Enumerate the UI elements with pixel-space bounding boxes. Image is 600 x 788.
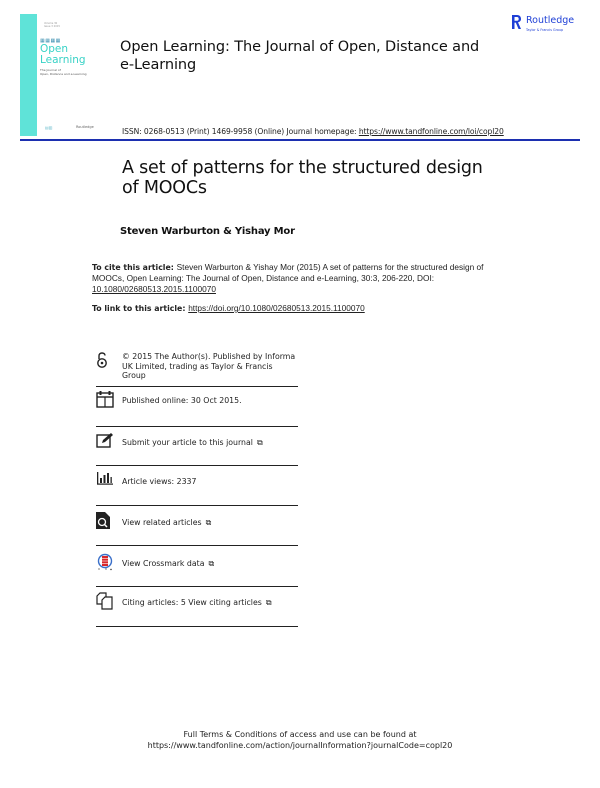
footer-line1: Full Terms & Conditions of access and use can be found at [183, 730, 417, 739]
cover-barcode-icon: ▤▥ [45, 125, 53, 130]
journal-cover-thumbnail [20, 14, 110, 136]
related-articles-search-icon [96, 512, 122, 529]
copyright-text: © 2015 The Author(s). Published by Informa UK Limited, trading as Taylor & Francis Group [122, 352, 296, 380]
link-label: To link to this article: [92, 304, 189, 313]
related-articles-label: View related articles [122, 518, 202, 527]
open-access-lock-icon [96, 352, 122, 368]
article-views: Article views: 2337 [122, 477, 197, 486]
footer-terms-url[interactable]: https://www.tandfonline.com/action/journalInformation?journalCode=copl20 [147, 741, 453, 750]
cover-subtitle [40, 68, 87, 76]
cover-stripe [20, 14, 37, 136]
external-link-icon: ⧉ [205, 518, 212, 527]
published-date: Published online: 30 Oct 2015. [122, 396, 242, 405]
info-row-crossmark[interactable] [96, 546, 298, 587]
cover-meta: Volume 30 Issue 3 2015 [44, 22, 61, 28]
article-info-list [96, 344, 298, 627]
info-row-related[interactable] [96, 506, 298, 546]
cite-label: To cite this article: [92, 263, 177, 272]
citing-articles-icon [96, 592, 122, 610]
publisher-subtitle: Taylor & Francis Group [526, 28, 564, 32]
article-link-line [92, 303, 365, 313]
issn-line [122, 127, 504, 136]
citing-articles-label: Citing articles: 5 View citing articles [122, 598, 262, 607]
article-authors: Steven Warburton & Yishay Mor [120, 226, 295, 237]
submit-article-label: Submit your article to this journal [122, 438, 253, 447]
citation-block [92, 262, 512, 295]
issn-text: ISSN: 0268-0513 (Print) 1469-9958 (Online) Journal homepage: [122, 127, 359, 136]
routledge-logo-icon [510, 14, 522, 30]
journal-title: Open Learning: The Journal of Open, Distance and e-Learning [120, 39, 480, 73]
external-link-icon: ⧉ [265, 598, 272, 607]
external-link-icon: ⧉ [256, 438, 263, 447]
submit-article-link[interactable] [122, 432, 263, 448]
journal-homepage-link[interactable]: https://www.tandfonline.com/loi/copl20 [358, 127, 504, 136]
info-row-copyright [96, 344, 298, 387]
article-doi-url[interactable]: https://doi.org/10.1080/02680513.2015.1100070 [188, 303, 365, 313]
cover-publisher-mark: Routledge [76, 125, 94, 129]
external-link-icon: ⧉ [208, 559, 215, 568]
header-divider [20, 139, 580, 141]
cite-text: Steven Warburton & Yishay Mor (2015) A set of patterns for the structured design of MOOCs, Open Learning: The Journal of Open, Distance and e-Learning, 30:3, 206-220, DOI: [92, 262, 484, 283]
cover-logos-icon: ▦▦▦▦ [40, 38, 61, 44]
info-row-submit[interactable] [96, 427, 298, 466]
cover-subtitle-line1: The Journal of [40, 68, 61, 72]
bar-chart-icon [96, 471, 122, 485]
view-crossmark-link[interactable] [122, 553, 214, 569]
crossmark-icon [96, 553, 122, 571]
view-citing-articles-link[interactable] [122, 592, 272, 608]
article-title: A set of patterns for the structured design of MOOCs [122, 158, 483, 198]
publisher-logo [510, 12, 590, 42]
cover-subtitle-line2: Open, Distance and e-Learning [40, 72, 87, 76]
info-row-citing[interactable] [96, 587, 298, 627]
doi-link[interactable]: 10.1080/02680513.2015.1100070 [92, 284, 216, 294]
edit-pencil-icon [96, 432, 122, 448]
cover-title: Open Learning [40, 43, 86, 66]
info-row-views [96, 466, 298, 506]
publisher-name: Routledge [526, 15, 575, 26]
crossmark-label: View Crossmark data [122, 559, 205, 568]
terms-footer [0, 729, 600, 751]
view-related-articles-link[interactable] [122, 512, 211, 528]
calendar-icon [96, 390, 122, 408]
info-row-published [96, 387, 298, 427]
